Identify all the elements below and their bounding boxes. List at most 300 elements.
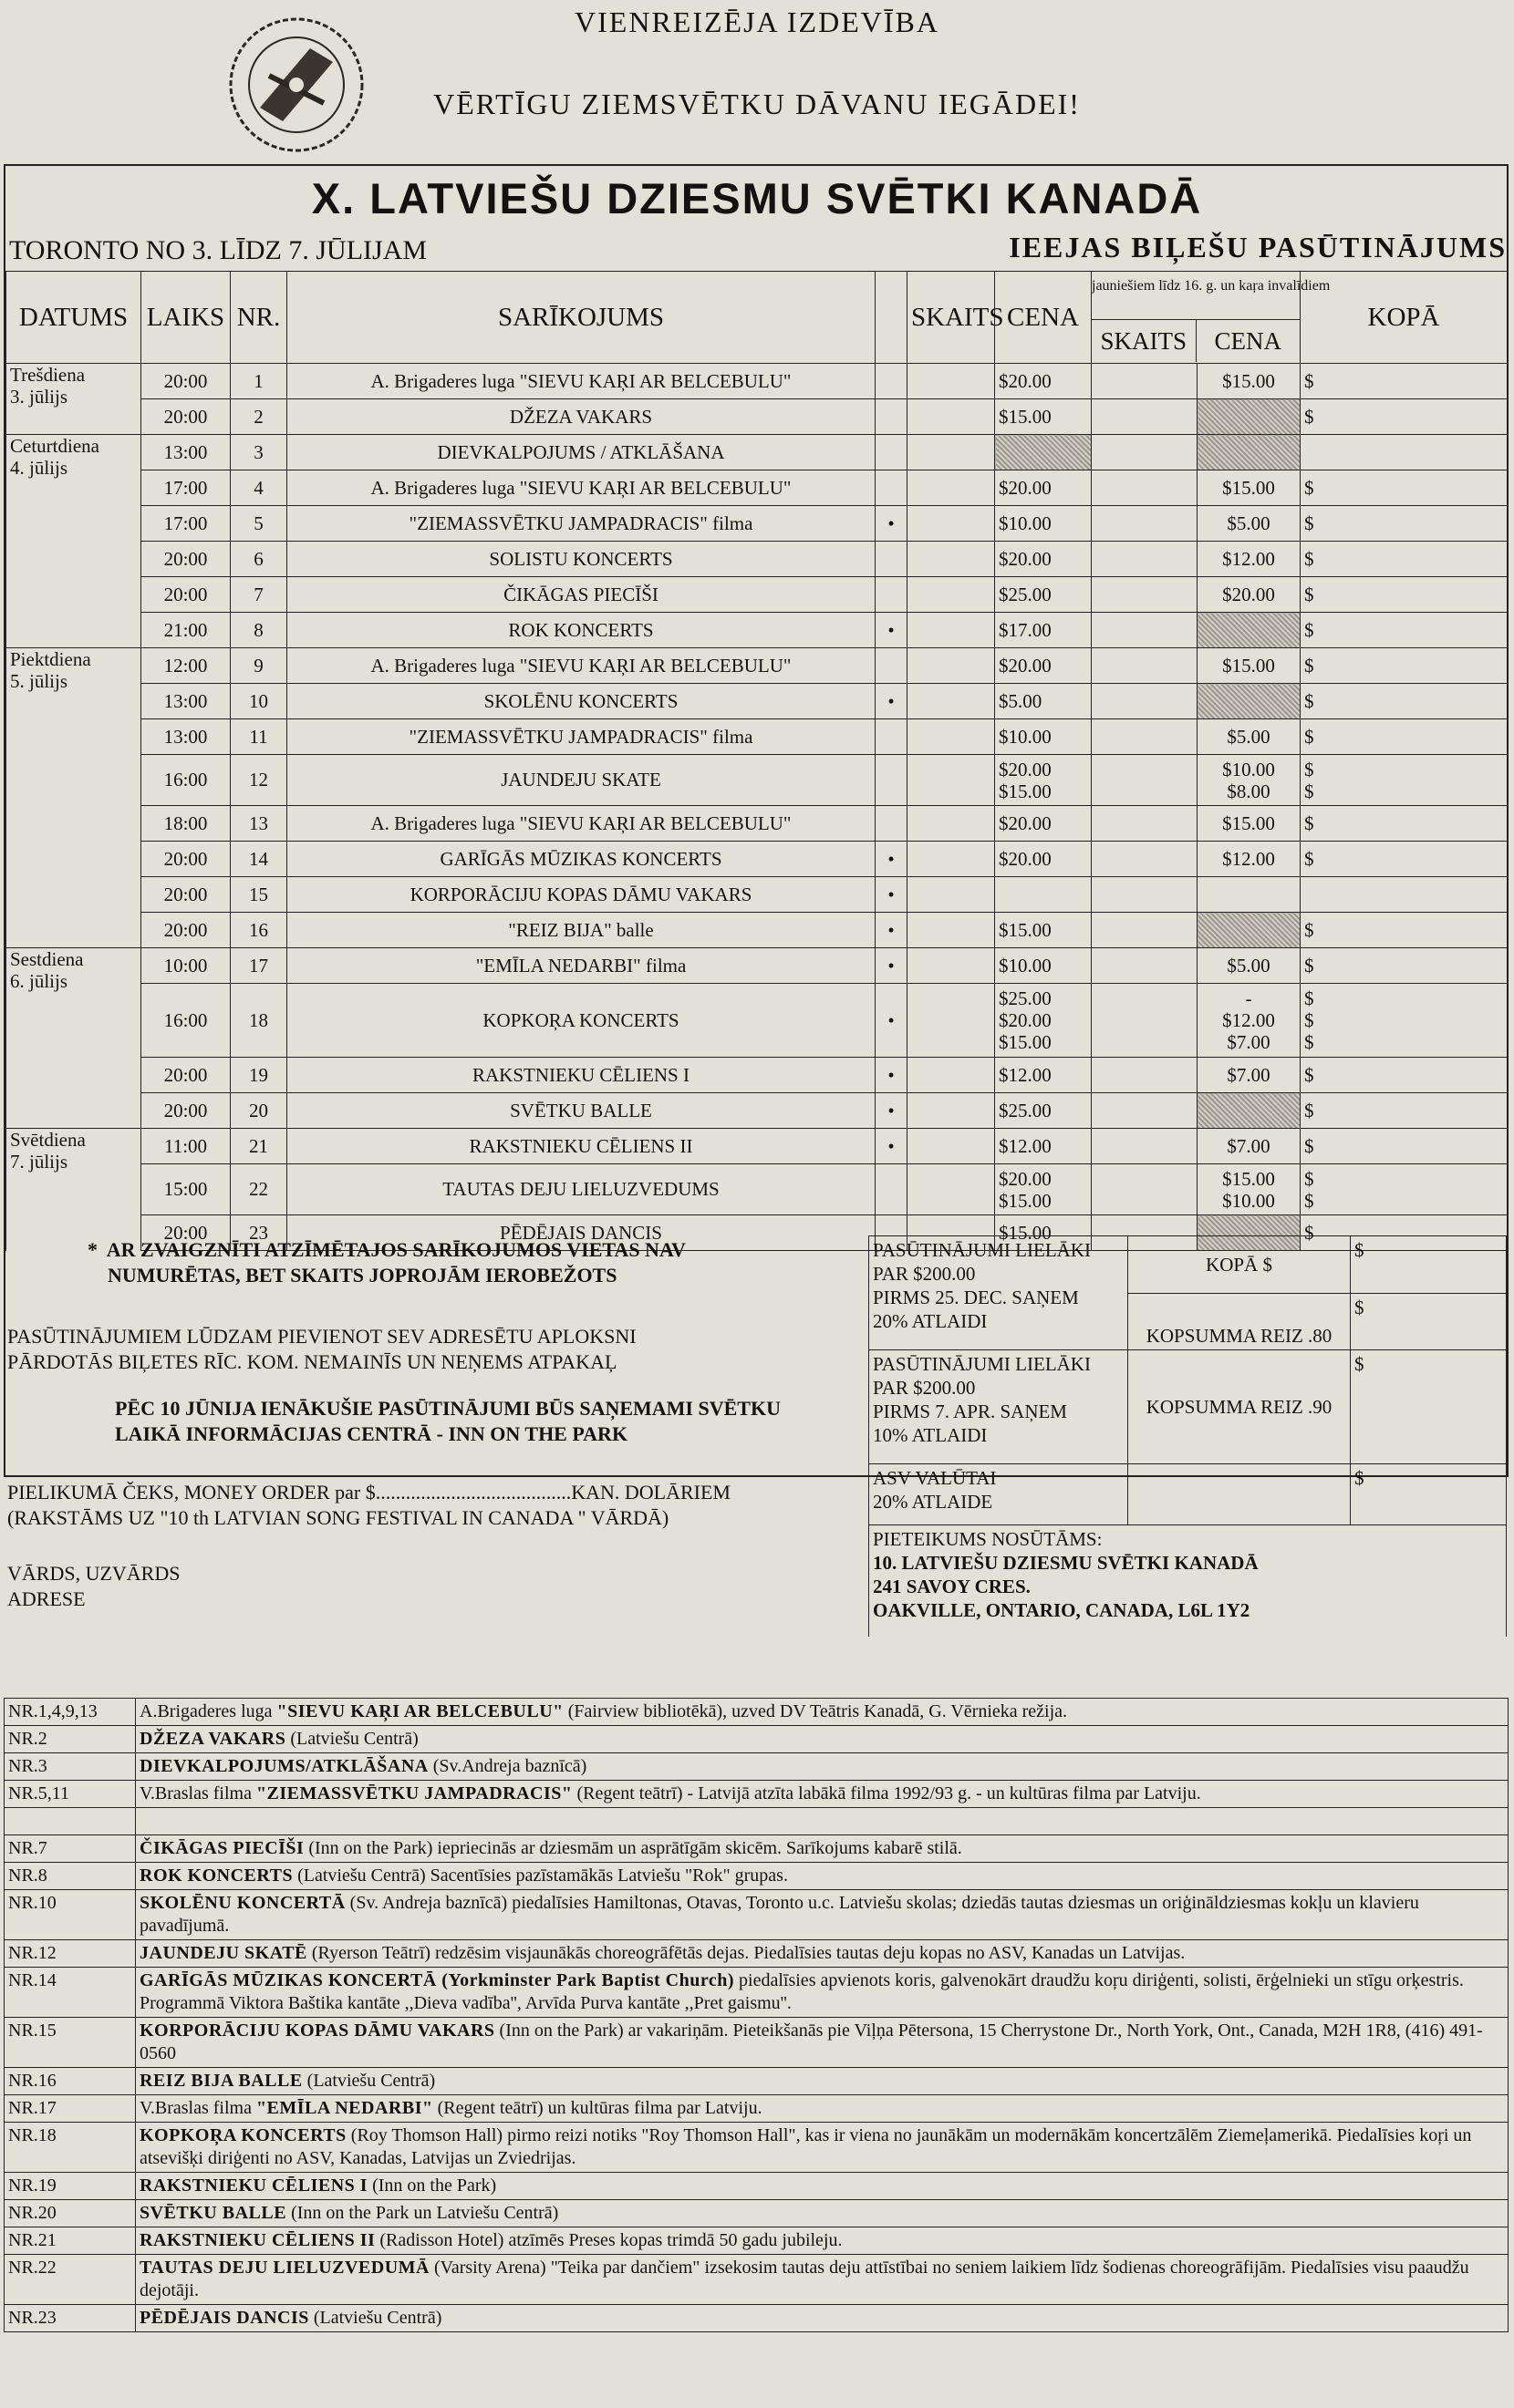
unnumbered-star [876, 755, 907, 806]
quantity-field[interactable] [907, 984, 995, 1058]
quantity-field[interactable] [907, 913, 995, 948]
sum-90-amount[interactable]: $ [1351, 1350, 1507, 1464]
event-name: DŽEZA VAKARS [287, 399, 876, 435]
quantity-field[interactable] [907, 613, 995, 648]
youth-price: $5.00 [1198, 719, 1301, 755]
price: $20.00 $15.00 [995, 1164, 1092, 1215]
note-text [136, 1968, 1509, 2018]
cheque-line[interactable]: PIELIKUMĀ ČEKS, MONEY ORDER par $.......................................KAN. DOLĀRIEM (RAKSTĀMS UZ "10 th LATVIAN SONG FESTIVAL IN CANADA " VĀRDĀ) [7, 1481, 731, 1529]
event-time: 10:00 [141, 948, 231, 984]
event-nr: 22 [231, 1164, 287, 1215]
unnumbered-star [876, 470, 907, 506]
event-time: 13:00 [141, 719, 231, 755]
event-time: 20:00 [141, 913, 231, 948]
send-label: PIETEIKUMS NOSŪTĀMS: [873, 1528, 1103, 1550]
youth-price: $20.00 [1198, 577, 1301, 613]
event-time: 17:00 [141, 470, 231, 506]
quantity-field[interactable] [907, 1058, 995, 1093]
youth-quantity-field[interactable] [1092, 542, 1198, 577]
note-text [136, 1699, 1509, 1726]
unnumbered-star: • [876, 506, 907, 542]
note-row [5, 2095, 1509, 2123]
note-row [5, 2068, 1509, 2095]
youth-price [1198, 684, 1301, 719]
discount-boxes [868, 1235, 1507, 1637]
col-youth-skaits: SKAITS [1092, 320, 1197, 362]
unnumbered-star [876, 806, 907, 842]
note-row [5, 1835, 1509, 1863]
total-field[interactable]: $ [1301, 1129, 1508, 1164]
event-time: 20:00 [141, 1215, 231, 1251]
event-name: KORPORĀCIJU KOPAS DĀMU VAKARS [287, 877, 876, 913]
unnumbered-star: • [876, 684, 907, 719]
event-nr: 7 [231, 577, 287, 613]
total-field[interactable]: $ [1301, 399, 1508, 435]
quantity-field[interactable] [907, 506, 995, 542]
note-title: DŽEZA VAKARS [140, 1729, 286, 1749]
note-text [136, 2068, 1509, 2095]
total-field[interactable] [1301, 877, 1508, 913]
day-cell: Piektdiena 5. jūlijs [6, 648, 141, 948]
table-row [6, 1164, 1508, 1215]
event-nr: 12 [231, 755, 287, 806]
note-body: (Ryerson Teātrī) redzēsim visjaunākās choreogrāfētās dejas. Piedalīsies tautas deju kopas no ASV, Kanadas un Latvijas. [306, 1943, 1186, 1963]
note-nr: NR.12 [5, 1940, 136, 1968]
note-text [136, 2173, 1509, 2200]
event-nr: 23 [231, 1215, 287, 1251]
event-nr: 4 [231, 470, 287, 506]
event-name: PĒDĒJAIS DANCIS [287, 1215, 876, 1251]
unnumbered-star: • [876, 1129, 907, 1164]
note-body: (Varsity Arena) "Teika par dančiem" izsekosim tautas deju attīstībai no seniem laikiem līdz šodienas choreogrāfijām. Piedalīsies visu paaudžu dejotāji. [140, 2258, 1469, 2300]
total-field[interactable]: $ [1301, 684, 1508, 719]
discount-dec: PASŪTINĀJUMI LIELĀKI PAR $200.00 PIRMS 25. DEC. SAŅEM 20% ATLAIDI [869, 1236, 1128, 1350]
event-nr: 5 [231, 506, 287, 542]
kopa-label: KOPĀ $ [1128, 1236, 1351, 1294]
note-row [5, 2173, 1509, 2200]
note-body: (Inn on the Park) iepriecinās ar dziesmām un asprātīgām skicēm. Sarīkojums kabarē stilā. [304, 1838, 962, 1858]
name-address-field[interactable]: VĀRDS, UZVĀRDS ADRESE [7, 1562, 181, 1610]
youth-price: $15.00 [1198, 806, 1301, 842]
festival-dates: TORONTO NO 3. LĪDZ 7. JŪLIJAM [9, 235, 428, 265]
quantity-field[interactable] [907, 719, 995, 755]
event-name: "ZIEMASSVĒTKU JAMPADRACIS" filma [287, 719, 876, 755]
quantity-field[interactable] [907, 806, 995, 842]
note-row [5, 1753, 1509, 1781]
event-name: A. Brigaderes luga "SIEVU KAŖI AR BELCEBULU" [287, 648, 876, 684]
unnumbered-star: • [876, 842, 907, 877]
day-cell: Sestdiena 6. jūlijs [6, 948, 141, 1129]
youth-price: - $12.00 $7.00 [1198, 984, 1301, 1058]
total-field[interactable]: $ [1301, 577, 1508, 613]
quantity-field[interactable] [907, 842, 995, 877]
youth-price [1198, 613, 1301, 648]
col-youth [1092, 272, 1331, 364]
sum-80-label: KOPSUMMA REIZ .80 [1128, 1293, 1351, 1350]
note-row [5, 2018, 1509, 2068]
col-nr: NR. [231, 272, 287, 364]
event-time: 20:00 [141, 877, 231, 913]
note-row [5, 1940, 1509, 1968]
unnumbered-star: • [876, 613, 907, 648]
june-note: PĒC 10 JŪNIJA IENĀKUŠIE PASŪTINĀJUMI BŪS SAŅEMAMI SVĒTKU LAIKĀ INFORMĀCIJAS CENTRĀ - INN ON THE PARK [115, 1397, 781, 1445]
order-form-title: IEEJAS BIĻEŠU PASŪTINĀJUMS [1009, 231, 1507, 264]
total-field[interactable]: $ [1301, 719, 1508, 755]
usd-discount: ASV VALŪTAI 20% ATLAIDE [869, 1464, 1128, 1525]
event-time: 15:00 [141, 1164, 231, 1215]
note-nr: NR.3 [5, 1753, 136, 1781]
note-body: (Latviešu Centrā) [302, 2071, 436, 2091]
table-row [6, 684, 1508, 719]
table-row [6, 577, 1508, 613]
note-body: piedalīsies apvienots koris, galvenokārt draudžu koŗu diriģenti, solisti, ērģelnieki un stīgu orķestris. Programmā Viktora Baštika kantāte ,,Dieva vadība'', Arvīda Purva kantāte ,,Pret gaismu''. [140, 1970, 1464, 2013]
event-name: SKOLĒNU KONCERTS [287, 684, 876, 719]
note-nr: NR.15 [5, 2018, 136, 2068]
event-name: ROK KONCERTS [287, 613, 876, 648]
star-note: * AR ZVAIGZNĪTI ATZĪMĒTAJOS SARĪKOJUMOS VIETAS NAV NUMURĒTAS, BET SKAITS JOPROJĀM IEROBEŽOTS [88, 1238, 686, 1287]
event-nr: 8 [231, 613, 287, 648]
youth-quantity-field[interactable] [1092, 948, 1198, 984]
note-body: (Regent teātrī) un kultūras filma par Latviju. [432, 2098, 762, 2118]
price: $25.00 [995, 577, 1092, 613]
unnumbered-star [876, 1164, 907, 1215]
note-text [136, 2200, 1509, 2227]
quantity-field[interactable] [907, 542, 995, 577]
note-nr: NR.7 [5, 1835, 136, 1863]
table-row [6, 648, 1508, 684]
note-title: SKOLĒNU KONCERTĀ [140, 1893, 346, 1913]
price: $20.00 $15.00 [995, 755, 1092, 806]
note-row [5, 1890, 1509, 1940]
unnumbered-star: • [876, 877, 907, 913]
youth-quantity-field[interactable] [1092, 364, 1198, 399]
price: $5.00 [995, 684, 1092, 719]
note-text [136, 2018, 1509, 2068]
youth-price: $7.00 [1198, 1058, 1301, 1093]
table-row [6, 542, 1508, 577]
day-cell: Trešdiena 3. jūlijs [6, 364, 141, 435]
event-name: A. Brigaderes luga "SIEVU KAŖI AR BELCEBULU" [287, 806, 876, 842]
quantity-field[interactable] [907, 877, 995, 913]
youth-quantity-field[interactable] [1092, 1058, 1198, 1093]
col-sarikojums: SARĪKOJUMS [287, 272, 876, 364]
event-nr: 3 [231, 435, 287, 470]
quantity-field[interactable] [907, 948, 995, 984]
total-field[interactable]: $ [1301, 948, 1508, 984]
note-row [5, 1808, 1509, 1835]
note-title: KORPORĀCIJU KOPAS DĀMU VAKARS [140, 2020, 495, 2041]
note-nr: NR.20 [5, 2200, 136, 2227]
col-laiks: LAIKS [141, 272, 231, 364]
note-title: TAUTAS DEJU LIELUZVEDUMĀ [140, 2258, 430, 2278]
youth-quantity-field[interactable] [1092, 1164, 1198, 1215]
youth-price: $5.00 [1198, 506, 1301, 542]
event-name: RAKSTNIEKU CĒLIENS I [287, 1058, 876, 1093]
event-nr: 15 [231, 877, 287, 913]
event-name: "EMĪLA NEDARBI" filma [287, 948, 876, 984]
total-field[interactable]: $ [1301, 506, 1508, 542]
note-text [136, 2123, 1509, 2173]
table-row [6, 948, 1508, 984]
youth-quantity-field[interactable] [1092, 1129, 1198, 1164]
price: $15.00 [995, 1215, 1092, 1251]
youth-quantity-field[interactable] [1092, 470, 1198, 506]
total-field[interactable]: $ [1301, 1058, 1508, 1093]
event-nr: 1 [231, 364, 287, 399]
note-body: (Radisson Hotel) atzīmēs Preses kopas trimdā 50 gadu jubileju. [375, 2230, 843, 2250]
table-row [6, 1093, 1508, 1129]
total-field[interactable]: $ [1301, 542, 1508, 577]
quantity-field[interactable] [907, 435, 995, 470]
table-row [6, 913, 1508, 948]
youth-quantity-field[interactable] [1092, 842, 1198, 877]
send-address [869, 1525, 1507, 1638]
order-details [5, 1235, 1507, 1691]
unnumbered-star: • [876, 1058, 907, 1093]
unnumbered-star: • [876, 984, 907, 1058]
note-row [5, 2200, 1509, 2227]
total-field[interactable]: $ [1301, 470, 1508, 506]
total-field[interactable]: $ $ [1301, 755, 1508, 806]
youth-price: $10.00 $8.00 [1198, 755, 1301, 806]
note-title: ČIKĀGAS PIECĪŠI [140, 1838, 305, 1858]
table-header [6, 272, 1508, 364]
price: $20.00 [995, 364, 1092, 399]
quantity-field[interactable] [907, 1164, 995, 1215]
note-row [5, 1863, 1509, 1890]
send-address-text: 10. LATVIEŠU DZIESMU SVĒTKI KANADĀ 241 SAVOY CRES. OAKVILLE, ONTARIO, CANADA, L6L 1Y2 [873, 1552, 1259, 1621]
event-nr: 11 [231, 719, 287, 755]
unnumbered-star [876, 577, 907, 613]
youth-price: $12.00 [1198, 842, 1301, 877]
price: $20.00 [995, 470, 1092, 506]
total-field[interactable]: $ [1301, 1093, 1508, 1129]
youth-price: $5.00 [1198, 948, 1301, 984]
event-time: 21:00 [141, 613, 231, 648]
quantity-field[interactable] [907, 755, 995, 806]
event-name: A. Brigaderes luga "SIEVU KAŖI AR BELCEBULU" [287, 470, 876, 506]
note-text [136, 1940, 1509, 1968]
note-body: (Inn on the Park) ar vakariņām. Pieteikšanās pie Viļņa Pētersona, 15 Cherrystone Dr., North York, Ont., Canada, M2H 1R8, (416) 491-0560 [140, 2020, 1483, 2063]
note-nr: NR.18 [5, 2123, 136, 2173]
event-nr: 21 [231, 1129, 287, 1164]
quantity-field[interactable] [907, 1093, 995, 1129]
event-name: DIEVKALPOJUMS / ATKLĀŠANA [287, 435, 876, 470]
youth-quantity-field[interactable] [1092, 984, 1198, 1058]
event-time: 20:00 [141, 542, 231, 577]
event-name: "REIZ BIJA" balle [287, 913, 876, 948]
price: $10.00 [995, 948, 1092, 984]
header-line-1: VIENREIZĒJA IZDEVĪBA [575, 5, 939, 38]
note-nr: NR.14 [5, 1968, 136, 2018]
youth-price: $15.00 [1198, 470, 1301, 506]
note-title: "ZIEMASSVĒTKU JAMPADRACIS" [255, 1783, 573, 1803]
note-title: ROK KONCERTS [140, 1865, 294, 1886]
youth-price: $15.00 [1198, 648, 1301, 684]
note-row [5, 1726, 1509, 1753]
note-body: (Inn on the Park un Latviešu Centrā) [286, 2203, 559, 2223]
event-time: 17:00 [141, 506, 231, 542]
note-title: RAKSTNIEKU CĒLIENS II [140, 2230, 376, 2250]
note-body: (Latviešu Centrā) [308, 2308, 442, 2328]
youth-quantity-field[interactable] [1092, 577, 1198, 613]
total-field[interactable]: $ $ $ [1301, 984, 1508, 1058]
event-name: SOLISTU KONCERTS [287, 542, 876, 577]
note-text [136, 1890, 1509, 1940]
quantity-field[interactable] [907, 577, 995, 613]
event-name: A. Brigaderes luga "SIEVU KAŖI AR BELCEBULU" [287, 364, 876, 399]
youth-price [1198, 399, 1301, 435]
youth-quantity-field[interactable] [1092, 1093, 1198, 1129]
day-cell: Ceturtdiena 4. jūlijs [6, 435, 141, 648]
note-title: SVĒTKU BALLE [140, 2203, 287, 2223]
quantity-field[interactable] [907, 684, 995, 719]
event-time: 18:00 [141, 806, 231, 842]
note-body: (Roy Thomson Hall) pirmo reizi notiks "Roy Thomson Hall", kas ir viena no jaunākām un modernākām koncertzālēm Ziemeļamerikā. Piedalīsies koŗi un atsevišķi diriģenti no ASV, Kanadas, Latvijas un Zviedrijas. [140, 2125, 1472, 2168]
note-text [136, 1808, 1509, 1835]
event-time: 20:00 [141, 364, 231, 399]
price: $12.00 [995, 1058, 1092, 1093]
envelope-note: PASŪTINĀJUMIEM LŪDZAM PIEVIENOT SEV ADRESĒTU APLOKSNI PĀRDOTĀS BIĻETES RĪC. KOM. NEMAINĪS UN NEŅEMS ATPAKAĻ [7, 1325, 637, 1373]
youth-price: $15.00 $10.00 [1198, 1164, 1301, 1215]
note-nr [5, 1808, 136, 1835]
note-row [5, 2227, 1509, 2255]
total-field[interactable] [1301, 435, 1508, 470]
note-text [136, 1863, 1509, 1890]
event-nr: 9 [231, 648, 287, 684]
total-field[interactable]: $ [1301, 842, 1508, 877]
price: $15.00 [995, 913, 1092, 948]
total-field[interactable]: $ [1301, 613, 1508, 648]
note-title: PĒDĒJAIS DANCIS [140, 2308, 309, 2328]
price: $20.00 [995, 806, 1092, 842]
youth-note: jauniešiem līdz 16. g. un kaŗa invalīdiem [1092, 273, 1300, 320]
youth-quantity-field[interactable] [1092, 506, 1198, 542]
youth-quantity-field[interactable] [1092, 719, 1198, 755]
youth-quantity-field[interactable] [1092, 399, 1198, 435]
event-nr: 14 [231, 842, 287, 877]
note-title: RAKSTNIEKU CĒLIENS I [140, 2175, 368, 2196]
ticket-table [5, 271, 1508, 1251]
seal-logo-icon [219, 7, 374, 162]
note-row [5, 2255, 1509, 2305]
sum-80-amount[interactable]: $ [1351, 1293, 1507, 1350]
price: $17.00 [995, 613, 1092, 648]
table-row [6, 399, 1508, 435]
kopa-amount[interactable]: $ [1351, 1236, 1507, 1294]
table-row [6, 719, 1508, 755]
note-nr: NR.23 [5, 2305, 136, 2332]
event-nr: 13 [231, 806, 287, 842]
usd-amount[interactable]: $ [1351, 1464, 1507, 1525]
col-star [876, 272, 907, 364]
event-name: SVĒTKU BALLE [287, 1093, 876, 1129]
note-body: (Sv.Andreja baznīcā) [428, 1756, 587, 1776]
day-cell: Svētdiena 7. jūlijs [6, 1129, 141, 1251]
youth-price: $7.00 [1198, 1129, 1301, 1164]
note-text [136, 2255, 1509, 2305]
quantity-field[interactable] [907, 470, 995, 506]
unnumbered-star [876, 542, 907, 577]
table-row [6, 877, 1508, 913]
event-time: 20:00 [141, 1093, 231, 1129]
event-nr: 10 [231, 684, 287, 719]
youth-price [1198, 913, 1301, 948]
event-time: 16:00 [141, 984, 231, 1058]
price: $10.00 [995, 506, 1092, 542]
event-time: 13:00 [141, 684, 231, 719]
youth-quantity-field[interactable] [1092, 877, 1198, 913]
event-name: ČIKĀGAS PIECĪŠI [287, 577, 876, 613]
event-nr: 18 [231, 984, 287, 1058]
price: $12.00 [995, 1129, 1092, 1164]
total-field[interactable]: $ [1301, 913, 1508, 948]
note-text [136, 1781, 1509, 1808]
price: $20.00 [995, 842, 1092, 877]
table-row [6, 613, 1508, 648]
total-field[interactable]: $ [1301, 364, 1508, 399]
youth-price [1198, 877, 1301, 913]
note-lead: V.Braslas filma [140, 1783, 256, 1803]
col-youth-cena: CENA [1214, 326, 1282, 355]
note-text [136, 2095, 1509, 2123]
note-nr: NR.8 [5, 1863, 136, 1890]
youth-price [1198, 435, 1301, 470]
note-title: JAUNDEJU SKATĒ [140, 1943, 307, 1963]
note-nr: NR.19 [5, 2173, 136, 2200]
youth-quantity-field[interactable] [1092, 755, 1198, 806]
total-field[interactable]: $ [1301, 806, 1508, 842]
note-nr: NR.21 [5, 2227, 136, 2255]
event-nr: 6 [231, 542, 287, 577]
event-name: GARĪGĀS MŪZIKAS KONCERTS [287, 842, 876, 877]
youth-price: $15.00 [1198, 364, 1301, 399]
event-nr: 16 [231, 913, 287, 948]
youth-quantity-field[interactable] [1092, 913, 1198, 948]
quantity-field[interactable] [907, 648, 995, 684]
quantity-field[interactable] [907, 399, 995, 435]
unnumbered-star [876, 399, 907, 435]
table-row [6, 435, 1508, 470]
youth-quantity-field[interactable] [1092, 613, 1198, 648]
youth-quantity-field[interactable] [1092, 684, 1198, 719]
event-time: 20:00 [141, 1058, 231, 1093]
col-skaits: SKAITS [907, 272, 995, 364]
table-row [6, 842, 1508, 877]
note-title: "EMĪLA NEDARBI" [255, 2098, 433, 2118]
youth-quantity-field[interactable] [1092, 806, 1198, 842]
note-nr: NR.1,4,9,13 [5, 1699, 136, 1726]
event-name: JAUNDEJU SKATE [287, 755, 876, 806]
table-row [6, 984, 1508, 1058]
total-field[interactable]: $ [1301, 648, 1508, 684]
col-cena: CENA [995, 272, 1092, 364]
note-title: DIEVKALPOJUMS/ATKLĀŠANA [140, 1756, 429, 1776]
table-row [6, 506, 1508, 542]
quantity-field[interactable] [907, 1129, 995, 1164]
youth-quantity-field[interactable] [1092, 648, 1198, 684]
quantity-field[interactable] [907, 364, 995, 399]
total-field[interactable]: $ [1301, 1215, 1508, 1251]
table-row [6, 755, 1508, 806]
unnumbered-star [876, 435, 907, 470]
note-title: KOPKOŖA KONCERTS [140, 2125, 347, 2145]
total-field[interactable]: $ $ [1301, 1164, 1508, 1215]
price: $10.00 [995, 719, 1092, 755]
youth-price: $12.00 [1198, 542, 1301, 577]
youth-quantity-field[interactable] [1092, 435, 1198, 470]
note-row [5, 2305, 1509, 2332]
